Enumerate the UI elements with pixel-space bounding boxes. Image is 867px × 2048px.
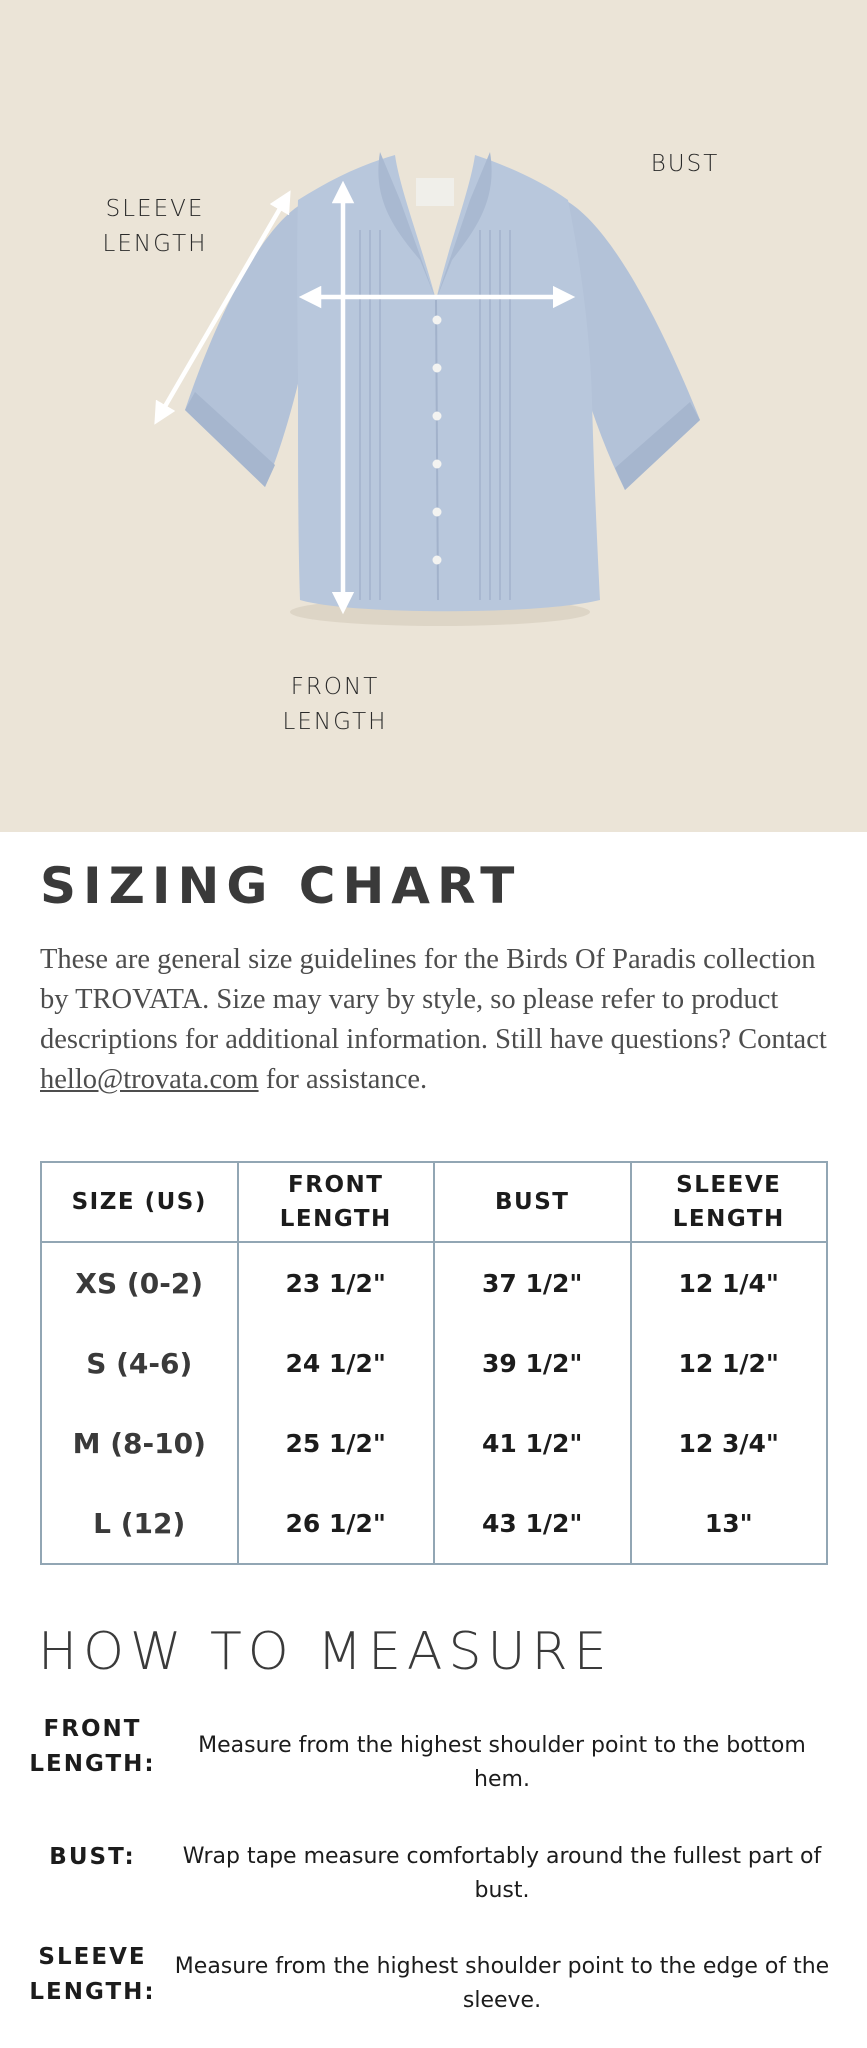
- measurement-diagram: [0, 0, 867, 832]
- shirt-illustration: [0, 0, 867, 832]
- measure-label: [20, 1940, 165, 2010]
- measure-label-line-2: LENGTH:: [29, 1751, 156, 1777]
- front-length-label-line-2: LENGTH: [282, 709, 388, 735]
- table-row: [41, 1323, 827, 1403]
- measure-label: [20, 1712, 165, 1782]
- front-length-cell: 24 1/2": [238, 1323, 435, 1403]
- front-length-cell: 25 1/2": [238, 1403, 435, 1483]
- sleeve-length-label: [90, 192, 220, 262]
- sleeve-length-cell: 12 1/4": [631, 1242, 828, 1323]
- contact-email-link[interactable]: hello@trovata.com: [40, 1064, 259, 1095]
- header-sleeve-length: [631, 1162, 828, 1242]
- intro-suffix: for assistance.: [258, 1064, 428, 1095]
- measure-description: Measure from the highest shoulder point to the edge of the sleeve.: [174, 1954, 830, 2013]
- header-bust: [434, 1162, 631, 1242]
- header-front-length-line-2: LENGTH: [279, 1206, 392, 1232]
- header-bust-text: BUST: [495, 1189, 570, 1215]
- header-size-text: SIZE (US): [71, 1189, 207, 1215]
- header-sleeve-length-line-2: LENGTH: [672, 1206, 785, 1232]
- measure-label: [20, 1840, 165, 1875]
- front-length-label-line-1: FRONT: [290, 674, 380, 700]
- measure-description: Measure from the highest shoulder point to the bottom hem.: [198, 1733, 806, 1792]
- header-size: [41, 1162, 238, 1242]
- sizing-intro-text: [40, 940, 840, 1100]
- front-length-cell: 23 1/2": [238, 1242, 435, 1323]
- header-front-length: [238, 1162, 435, 1242]
- bust-label-text: BUST: [650, 151, 720, 177]
- header-sleeve-length-line-1: SLEEVE: [676, 1172, 782, 1198]
- table-row: [41, 1403, 827, 1483]
- front-length-label: [270, 670, 400, 740]
- sleeve-length-label-line-2: LENGTH: [102, 231, 208, 257]
- bust-cell: 43 1/2": [434, 1483, 631, 1564]
- table-row: [41, 1242, 827, 1323]
- bust-cell: 37 1/2": [434, 1242, 631, 1323]
- size-cell: XS (0-2): [41, 1242, 238, 1323]
- table-row: [41, 1483, 827, 1564]
- size-cell: S (4-6): [41, 1323, 238, 1403]
- header-front-length-line-1: FRONT: [288, 1172, 384, 1198]
- sleeve-length-cell: 12 3/4": [631, 1403, 828, 1483]
- sleeve-length-cell: 12 1/2": [631, 1323, 828, 1403]
- measure-label-line-2: LENGTH:: [29, 1979, 156, 2005]
- front-length-cell: 26 1/2": [238, 1483, 435, 1564]
- sizing-chart-title: SIZING CHART: [40, 857, 522, 915]
- size-table-header-row: [41, 1162, 827, 1242]
- size-cell: L (12): [41, 1483, 238, 1564]
- measure-description: Wrap tape measure comfortably around the fullest part of bust.: [182, 1844, 822, 1903]
- how-to-measure-title: HOW TO MEASURE: [38, 1622, 613, 1682]
- measure-label-line-1: FRONT: [43, 1716, 142, 1742]
- intro-text: These are general size guidelines for the Birds Of Paradis collection by TROVATA. Size may vary by style, so please refer to product descriptions for additional information. Still have questions? Contact: [40, 944, 827, 1055]
- bust-label: [630, 147, 740, 182]
- sleeve-length-label-line-1: SLEEVE: [105, 196, 205, 222]
- measure-label-line-1: BUST:: [49, 1844, 136, 1870]
- bust-cell: 41 1/2": [434, 1403, 631, 1483]
- bust-cell: 39 1/2": [434, 1323, 631, 1403]
- sleeve-length-cell: 13": [631, 1483, 828, 1564]
- size-table: [40, 1161, 828, 1565]
- measure-label-line-1: SLEEVE: [38, 1944, 147, 1970]
- size-cell: M (8-10): [41, 1403, 238, 1483]
